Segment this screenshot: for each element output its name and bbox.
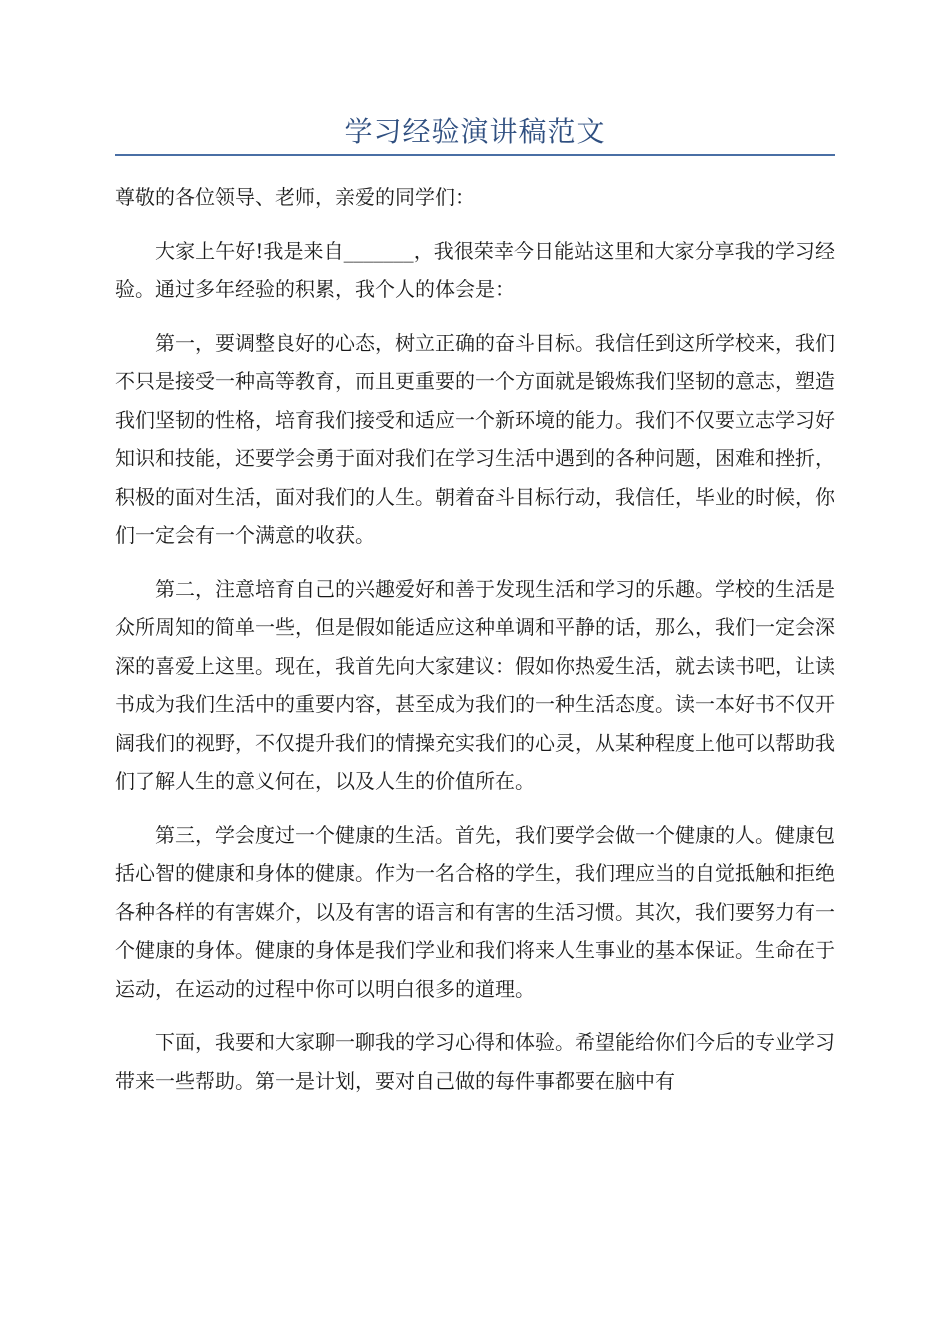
document-body xyxy=(115,178,835,1115)
paragraph-first-point: 第一，要调整良好的心态，树立正确的奋斗目标。我信任到这所学校来，我们不只是接受一种高等教育，而且更重要的一个方面就是锻炼我们坚韧的意志，塑造我们坚韧的性格，培育我们接受和适应一个新环境的能力。我们不仅要立志学习好知识和技能，还要学会勇于面对我们在学习生活中遇到的各种问题，困难和挫折，积极的面对生活，面对我们的人生。朝着奋斗目标行动，我信任，毕业的时候，你们一定会有一个满意的收获。 xyxy=(115,330,835,547)
document-title: 学习经验演讲稿范文 xyxy=(344,115,606,148)
paragraph-second-point: 第二，注意培育自己的兴趣爱好和善于发现生活和学习的乐趣。学校的生活是众所周知的简单一些，但是假如能适应这种单调和平静的话，那么，我们一定会深深的喜爱上这里。现在，我首先向大家建议：假如你热爱生活，就去读书吧，让读书成为我们生活中的重要内容，甚至成为我们的一种生活态度。读一本好书不仅开阔我们的视野，不仅提升我们的情操充实我们的心灵，从某种程度上他可以帮助我们了解人生的意义何在，以及人生的价值所在。 xyxy=(115,576,835,793)
title-underline xyxy=(115,154,835,156)
paragraph-third-point: 第三，学会度过一个健康的生活。首先，我们要学会做一个健康的人。健康包括心智的健康和身体的健康。作为一名合格的学生，我们理应当的自觉抵触和拒绝各种各样的有害媒介，以及有害的语言和有害的生活习惯。其次，我们要努力有一个健康的身体。健康的身体是我们学业和我们将来人生事业的基本保证。生命在于运动，在运动的过程中你可以明白很多的道理。 xyxy=(115,822,835,1001)
paragraph-intro: 大家上午好!我是来自_______，我很荣幸今日能站这里和大家分享我的学习经验。通过多年经验的积累，我个人的体会是： xyxy=(115,238,835,301)
paragraph-study-tips: 下面，我要和大家聊一聊我的学习心得和体验。希望能给你们今后的专业学习带来一些帮助。第一是计划，要对自己做的每件事都要在脑中有 xyxy=(115,1030,835,1093)
salutation: 尊敬的各位领导、老师，亲爱的同学们： xyxy=(115,185,475,209)
